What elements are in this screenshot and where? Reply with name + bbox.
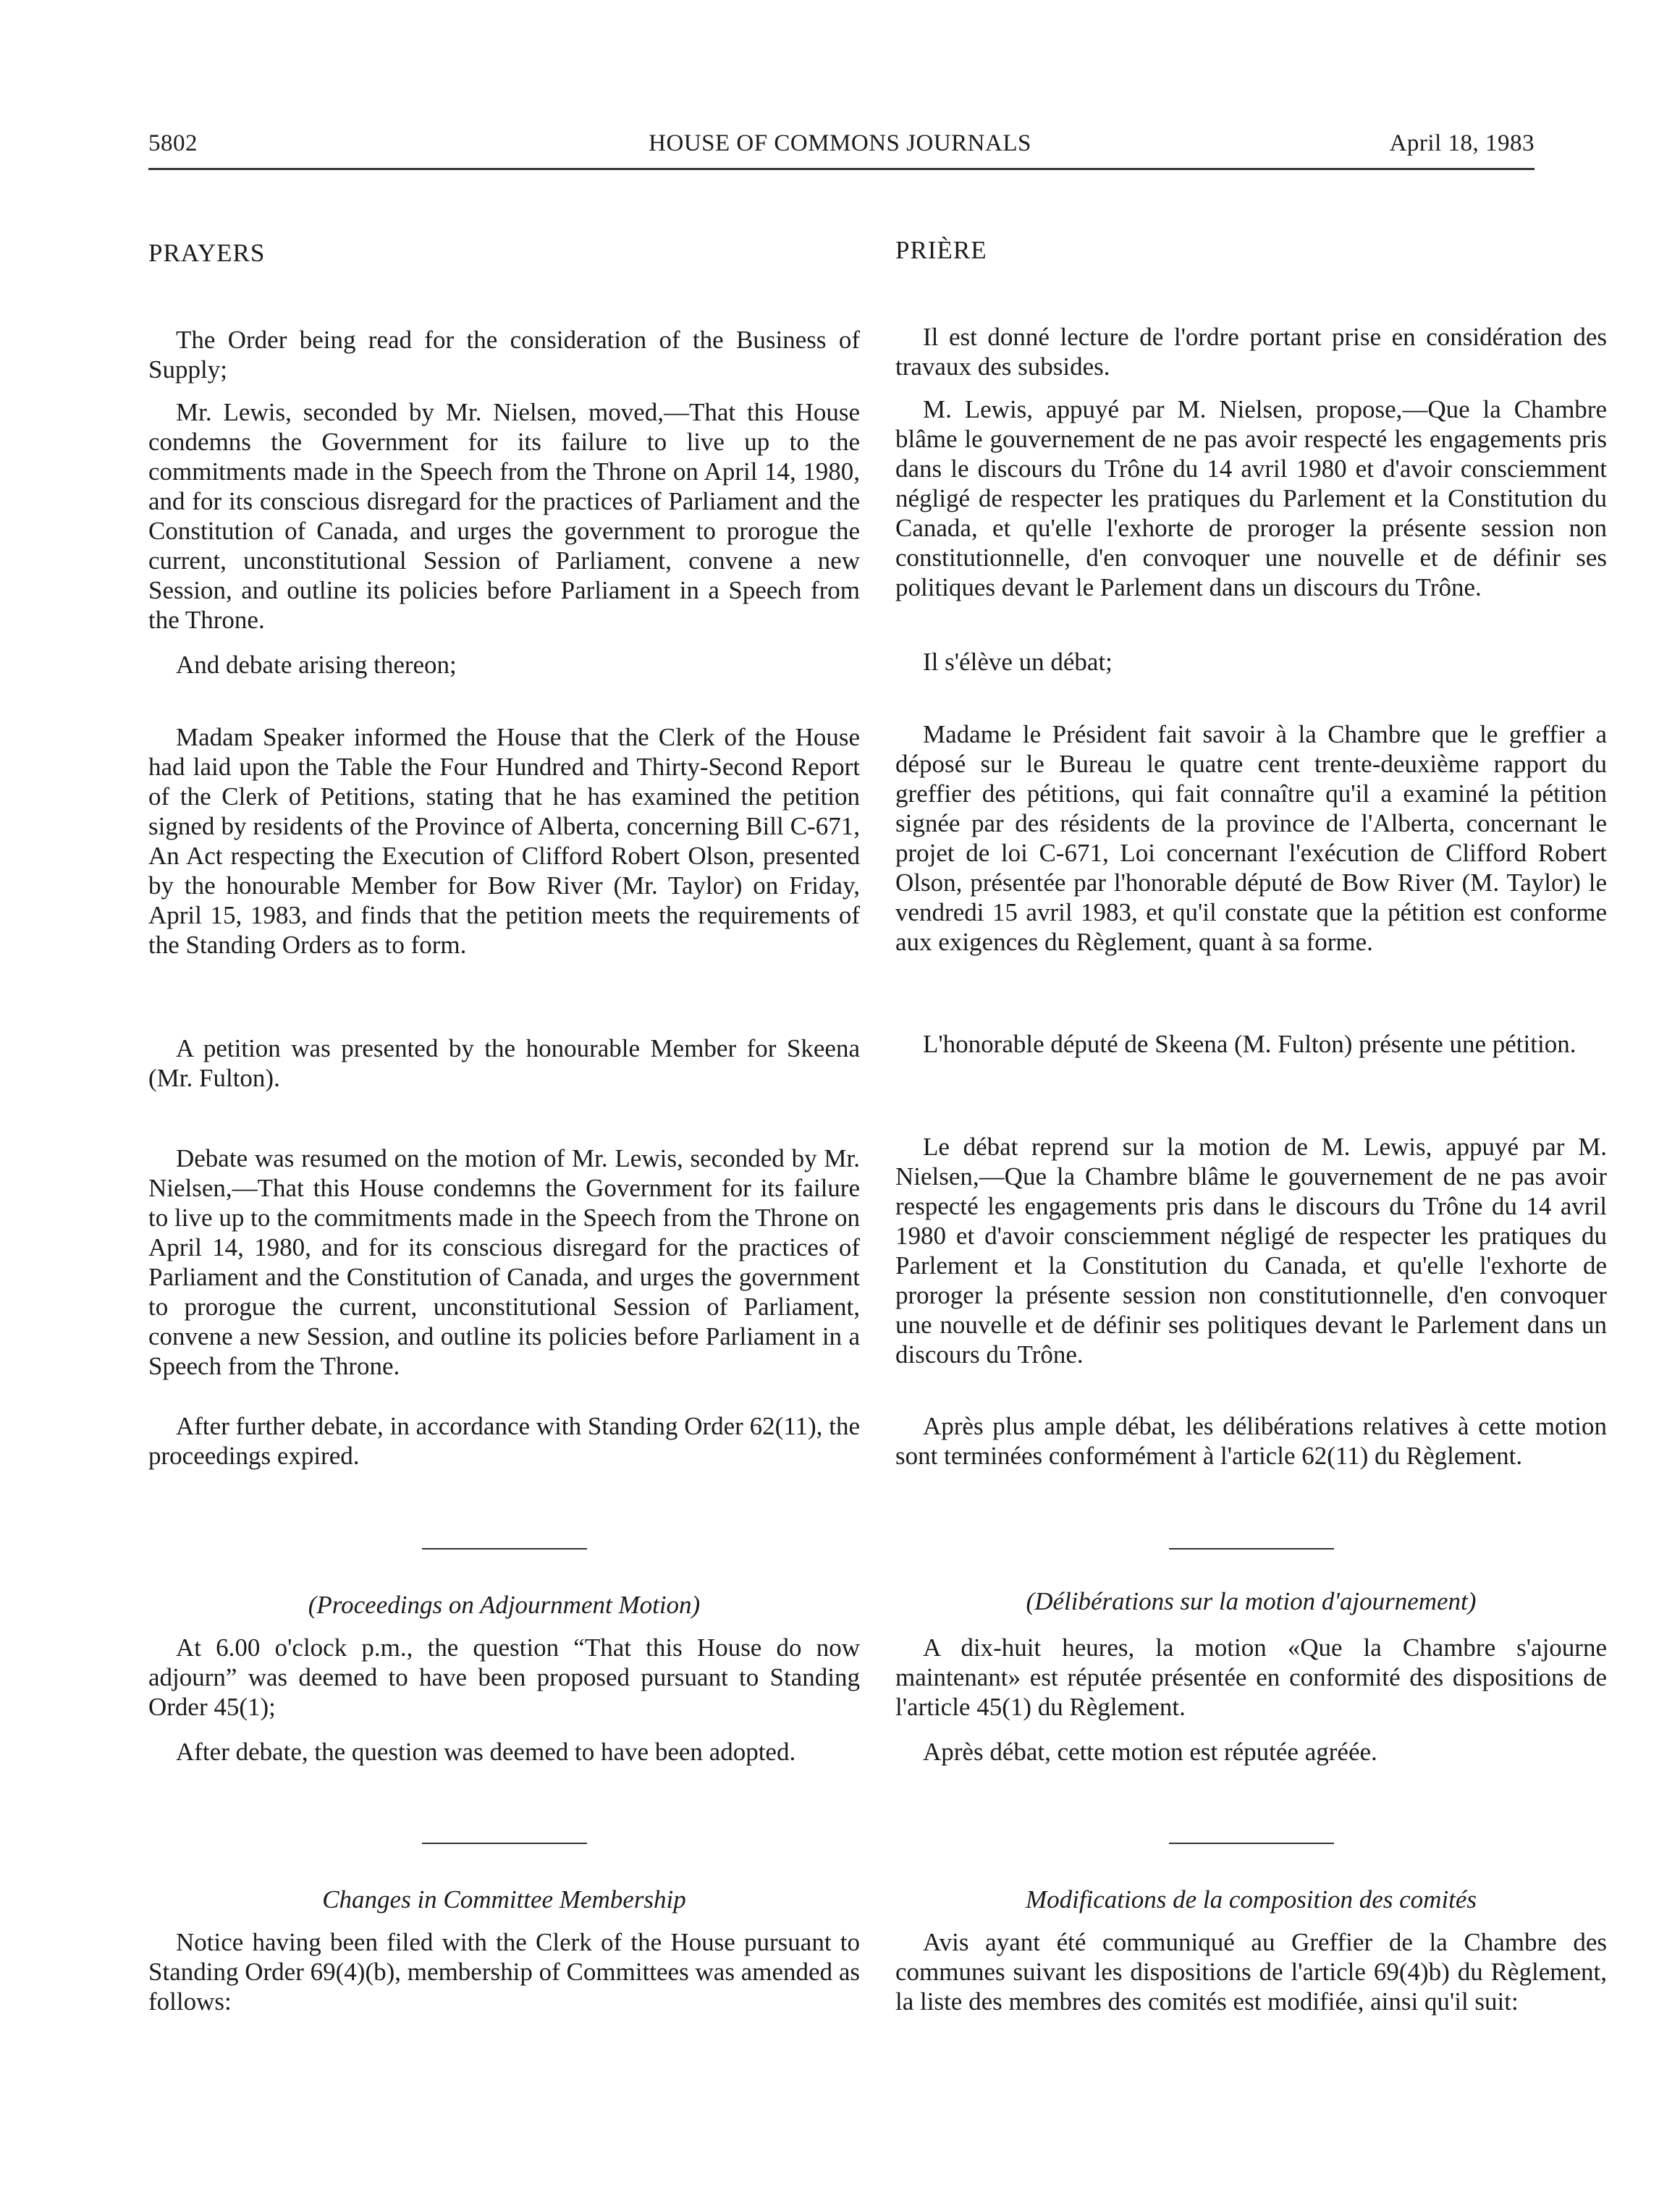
fr-paragraph-adjourn-adopted: Après débat, cette motion est réputée agréée.: [923, 1738, 1377, 1766]
en-paragraph-committee-notice: Notice having been filed with the Clerk of the House pursuant to Standing Order 69(4)(b), membership of Committees was amended as follows:: [148, 1928, 860, 2016]
fr-paragraph-debate-resumed: Le débat reprend sur la motion de M. Lewis, appuyé par M. Nielsen,—Que la Chambre blâme le gouvernement de ne pas avoir respecté les engagements pris dans le discours du Trône du 14 avril 1980 et d'avoir consciemment négligé de respecter les pratiques du Parlement et la Constitution du Canada, et qu'elle l'exhorte de proroger la présente session non constitutionnelle, d'en convoquer une nouvelle et de définir ses politiques devant le Parlement dans un discours du Trône.: [895, 1133, 1607, 1369]
fr-paragraph-adjourn-question: A dix-huit heures, la motion «Que la Chambre s'ajourne maintenant» est réputée présentée en conformité des dispositions de l'article 45(1) du Règlement.: [895, 1633, 1607, 1721]
en-paragraph-motion: Mr. Lewis, seconded by Mr. Nielsen, moved,—That this House condemns the Government for its failure to live up to the commitments made in the Speech from the Throne on April 14, 1980, and for its conscious disregard for the practices of Parliament and the Constitution of Canada, and urges the government to prorogue the current, unconstitutional Session of Parliament, convene a new Session, and outline its policies before Parliament in a Speech from the Throne.: [148, 398, 860, 634]
fr-paragraph-petition-presented: L'honorable député de Skeena (M. Fulton) présente une pétition.: [923, 1030, 1576, 1058]
en-paragraph-adjourn-question: At 6.00 o'clock p.m., the question “That this House do now adjourn” was deemed to have been proposed pursuant to Standing Order 45(1);: [148, 1633, 860, 1721]
priere-heading: PRIÈRE: [895, 236, 987, 264]
en-section-divider: [422, 1548, 587, 1550]
header-rule: [148, 168, 1535, 170]
fr-adjournment-heading: (Délibérations sur la motion d'ajournement): [1026, 1587, 1477, 1615]
fr-paragraph-motion: M. Lewis, appuyé par M. Nielsen, propose,—Que la Chambre blâme le gouvernement de ne pas avoir respecté les engagements pris dans le discours du Trône du 14 avril 1980 et d'avoir consciemment négligé de respecter les pratiques du Parlement et la Constitution du Canada, et qu'elle l'exhorte de proroger la présente session non constitutionnelle, d'en convoquer une nouvelle et de définir ses politiques devant le Parlement dans un discours du Trône.: [895, 395, 1607, 601]
fr-committee-heading: Modifications de la composition des comités: [1025, 1885, 1477, 1914]
en-section-divider-2: [422, 1843, 587, 1844]
prayers-heading: PRAYERS: [148, 239, 266, 267]
fr-section-divider-2: [1169, 1843, 1334, 1844]
journal-date: April 18, 1983: [1389, 130, 1535, 156]
en-paragraph-debate-resumed: Debate was resumed on the motion of Mr. Lewis, seconded by Mr. Nielsen,—That this House condemns the Government for its failure to live up to the commitments made in the Speech from the Throne on April 14, 1980, and for its conscious disregard for the practices of Parliament and the Constitution of Canada, and urges the government to prorogue the current, unconstitutional Session of Parliament, convene a new Session, and outline its policies before Parliament in a Speech from the Throne.: [148, 1144, 860, 1380]
page-number: 5802: [148, 130, 198, 156]
en-paragraph-order-read: The Order being read for the consideration of the Business of Supply;: [148, 326, 860, 384]
fr-paragraph-petition-report: Madame le Président fait savoir à la Chambre que le greffier a déposé sur le Bureau le quatre cent trente-deuxième rapport du greffier des pétitions, qui fait connaître qu'il a examiné la pétition signée par des résidents de la province de l'Alberta, concernant le projet de loi C-671, Loi concernant l'exécution de Clifford Robert Olson, présentée par l'honorable député de Bow River (M. Taylor) le vendredi 15 avril 1983, et qu'il constate que la pétition est conforme aux exigences du Règlement, quant à sa forme.: [895, 720, 1607, 956]
en-paragraph-debate-arising: And debate arising thereon;: [176, 651, 457, 679]
fr-paragraph-order-read: Il est donné lecture de l'ordre portant prise en considération des travaux des subsides.: [895, 323, 1607, 381]
fr-paragraph-debate-arising: Il s'élève un débat;: [923, 648, 1113, 676]
en-committee-heading: Changes in Committee Membership: [322, 1885, 686, 1914]
en-paragraph-proceedings-expired: After further debate, in accordance with Standing Order 62(11), the proceedings expired.: [148, 1412, 860, 1470]
fr-section-divider: [1169, 1548, 1334, 1550]
en-paragraph-petition-presented: A petition was presented by the honourable Member for Skeena (Mr. Fulton).: [148, 1034, 860, 1092]
en-adjournment-heading: (Proceedings on Adjournment Motion): [308, 1591, 701, 1619]
fr-paragraph-committee-notice: Avis ayant été communiqué au Greffier de la Chambre des communes suivant les dispositions de l'article 69(4)b) du Règlement, la liste des membres des comités est modifiée, ainsi qu'il suit:: [895, 1928, 1607, 2016]
fr-paragraph-proceedings-expired: Après plus ample débat, les délibérations relatives à cette motion sont terminées conformément à l'article 62(11) du Règlement.: [895, 1412, 1607, 1470]
en-paragraph-petition-report: Madam Speaker informed the House that the Clerk of the House had laid upon the Table the Four Hundred and Thirty-Second Report of the Clerk of Petitions, stating that he has examined the petition signed by residents of the Province of Alberta, concerning Bill C-671, An Act respecting the Execution of Clifford Robert Olson, presented by the honourable Member for Bow River (Mr. Taylor) on Friday, April 15, 1983, and finds that the petition meets the requirements of the Standing Orders as to form.: [148, 723, 860, 959]
journal-title: HOUSE OF COMMONS JOURNALS: [649, 130, 1031, 156]
en-paragraph-adjourn-adopted: After debate, the question was deemed to have been adopted.: [176, 1738, 796, 1766]
